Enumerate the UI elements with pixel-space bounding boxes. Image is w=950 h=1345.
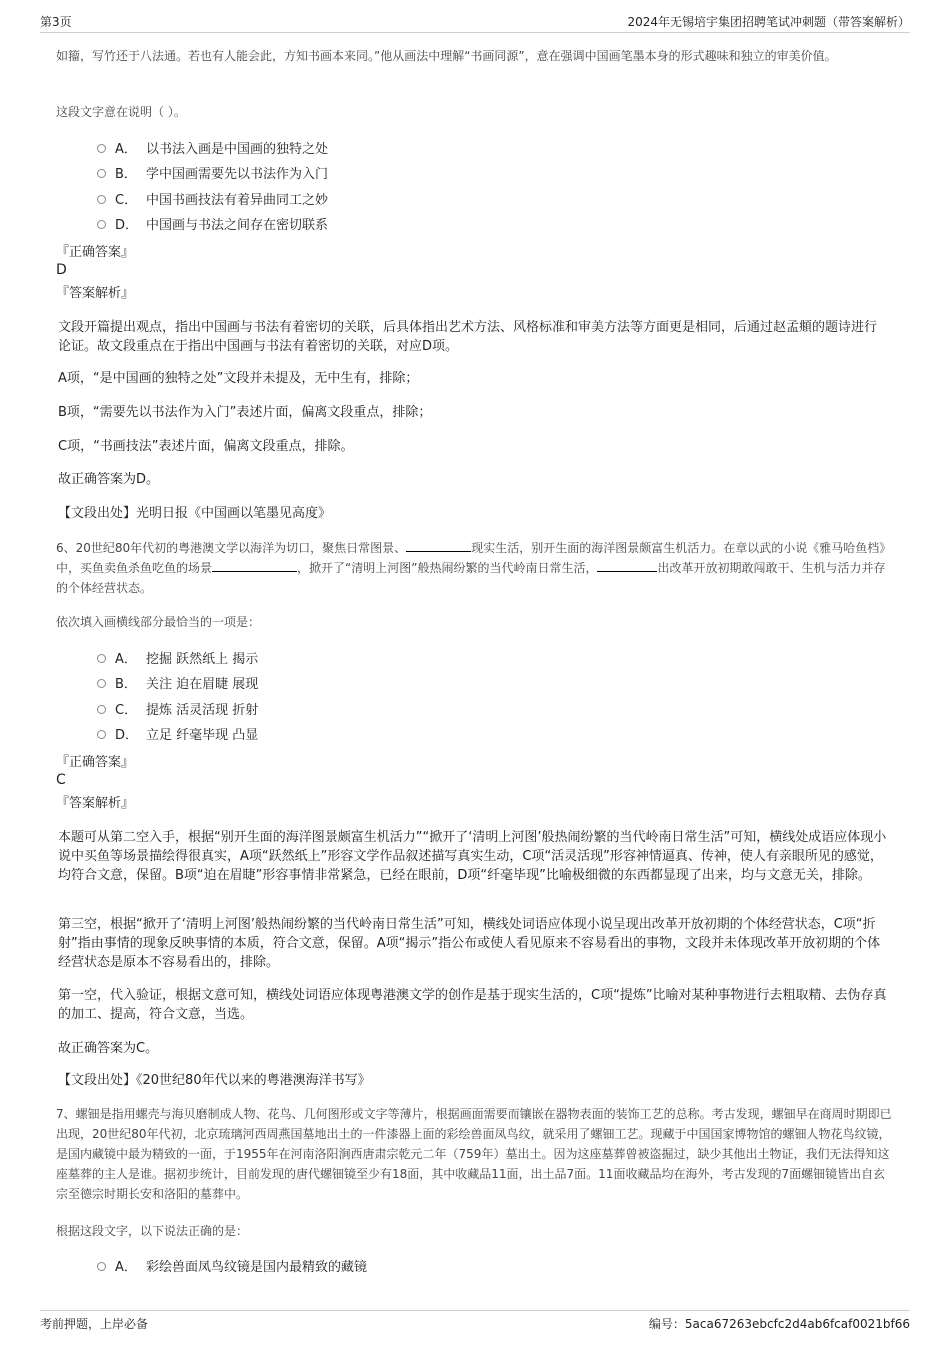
radio-icon[interactable] xyxy=(97,1262,106,1271)
radio-icon[interactable] xyxy=(97,679,106,688)
radio-icon[interactable] xyxy=(97,144,106,153)
q5-analysis-para: 文段开篇提出观点，指出中国画与书法有着密切的关联，后具体指出艺术方法、风格标准和审美方法等方面更是相同，后通过赵孟頫的题诗进行论证。故文段重点在于指出中国画与书法有着密切的关联，对应D项。 xyxy=(58,320,878,354)
q5-analysis-para: B项，“需要先以书法作为入门”表述片面，偏离文段重点，排除； xyxy=(58,405,432,420)
page-footer xyxy=(40,1310,910,1335)
q6-stem: 6、20世纪80年代初的粤港澳文学以海洋为切口，聚焦日常图景、 现实生活，别开生面的海洋图景颇富生机活力。在章以武的小说《雅马哈鱼档》中，买鱼卖鱼杀鱼吃鱼的场景 ，掀开了“清明上河图”般热闹纷繁的当代岭南日常生活， 出改革开放初期敢闯敢干、生机与活力并存的个体经营状态。 xyxy=(56,538,896,598)
q6-analysis-para: 故正确答案为C。 xyxy=(58,1041,159,1056)
fill-blank xyxy=(212,558,297,572)
document-title: 2024年无锡培宇集团招聘笔试冲刺题（带答案解析） xyxy=(627,15,910,29)
page-number: 第3页 xyxy=(40,15,72,29)
q5-analysis-para: C项，“书画技法”表述片面，偏离文段重点，排除。 xyxy=(58,439,354,454)
q5-answer-label: 『正确答案』 xyxy=(56,245,135,260)
q6-analysis-para: 本题可从第二空入手，根据“别开生面的海洋图景颇富生机活力”“掀开了‘清明上河图’般热闹纷繁的当代岭南日常生活”可知，横线处成语应体现小说中买鱼等场景描绘得很真实，A项“跃然纸上”形容文学作品叙述描写真实生动，C项“活灵活现”形容神情逼真、传神，使人有亲眼所见的感觉，均符合文意，保留。B项“迫在眉睫”形容事情非常紧急，已经在眼前，D项“纤毫毕现”比喻极细微的东西都显现了出来，均与文意无关，排除。 xyxy=(58,830,887,883)
q7-option-a[interactable]: A． 彩绘兽面凤鸟纹镜是国内最精致的藏镜 xyxy=(97,1256,367,1276)
q6-option-d[interactable]: D． 立足 纤毫毕现 凸显 xyxy=(97,724,258,744)
radio-icon[interactable] xyxy=(97,169,106,178)
q5-option-b[interactable]: B． 学中国画需要先以书法作为入门 xyxy=(97,163,328,183)
radio-icon[interactable] xyxy=(97,705,106,714)
q6-analysis-label: 『答案解析』 xyxy=(56,796,135,811)
q5-stem-tail: 如籀，写竹还于八法通。若也有人能会此，方知书画本来同。”他从画法中理解“书画同源”，意在强调中国画笔墨本身的形式趣味和独立的审美价值。 xyxy=(56,49,837,63)
page-header xyxy=(40,10,910,33)
q5-analysis-para: 故正确答案为D。 xyxy=(58,472,160,487)
q5-option-d[interactable]: D． 中国画与书法之间存在密切联系 xyxy=(97,214,328,234)
radio-icon[interactable] xyxy=(97,195,106,204)
q5-prompt: 这段文字意在说明（ ）。 xyxy=(56,105,186,119)
radio-icon[interactable] xyxy=(97,654,106,663)
q7-stem: 7、螺钿是指用螺壳与海贝磨制成人物、花鸟、几何图形或文字等薄片，根据画面需要而镶嵌在器物表面的装饰工艺的总称。考古发现，螺钿早在商周时期即已出现，20世纪80年代初，北京琉璃河西周燕国墓地出土的一件漆器上面的彩绘兽面凤鸟纹，就采用了螺钿工艺。现藏于中国国家博物馆的螺钿人物花鸟纹镜，是国内藏镜中最为精致的一面，于1955年在河南洛阳涧西唐肃宗乾元二年（759年）墓出土。因为这座墓葬曾被盗掘过，缺少其他出土物证，我们无法得知这座墓葬的主人是谁。据初步统计，目前发现的唐代螺钿镜至少有18面，其中收藏品11面，出土品7面。11面收藏品均在海外，考古发现的7面螺钿镜皆出自玄宗至德宗时期长安和洛阳的墓葬中。 xyxy=(56,1107,892,1201)
q6-prompt: 依次填入画横线部分最恰当的一项是： xyxy=(56,615,261,629)
q5-analysis-para: A项，“是中国画的独特之处”文段并未提及，无中生有，排除； xyxy=(58,371,419,386)
q6-source: 【文段出处】《20世纪80年代以来的粤港澳海洋书写》 xyxy=(58,1073,371,1088)
fill-blank xyxy=(406,538,471,552)
q6-answer-label: 『正确答案』 xyxy=(56,755,135,770)
radio-icon[interactable] xyxy=(97,730,106,739)
q5-analysis-label: 『答案解析』 xyxy=(56,286,135,301)
document-id: 编号：5aca67263ebcfc2d4ab6fcaf0021bf66 xyxy=(648,1317,910,1331)
footer-slogan: 考前押题，上岸必备 xyxy=(40,1317,149,1331)
q5-answer: D xyxy=(56,262,67,278)
q6-answer: C xyxy=(56,772,66,788)
q6-option-a[interactable]: A． 挖掘 跃然纸上 揭示 xyxy=(97,648,258,668)
q6-analysis-para: 第三空，根据“掀开了‘清明上河图’般热闹纷繁的当代岭南日常生活”可知，横线处词语应体现小说呈现出改革开放初期的个体经营状态，C项“折射”指由事情的现象反映事情的本质，符合文意，保留。A项“揭示”指公布或使人看见原来不容易看出的事物，文段并未体现改革开放初期的个体经营状态是原本不容易看出的，排除。 xyxy=(58,917,881,970)
q6-analysis-para: 第一空，代入验证，根据文意可知，横线处词语应体现粤港澳文学的创作是基于现实生活的，C项“提炼”比喻对某种事物进行去粗取精、去伪存真的加工、提高，符合文意，当选。 xyxy=(58,988,887,1022)
fill-blank xyxy=(597,558,657,572)
q7-prompt: 根据这段文字，以下说法正确的是： xyxy=(56,1224,249,1238)
q6-option-c[interactable]: C． 提炼 活灵活现 折射 xyxy=(97,699,258,719)
radio-icon[interactable] xyxy=(97,220,106,229)
q5-source: 【文段出处】光明日报《中国画以笔墨见高度》 xyxy=(58,506,332,521)
q5-option-c[interactable]: C． 中国书画技法有着异曲同工之妙 xyxy=(97,189,328,209)
q6-option-b[interactable]: B． 关注 迫在眉睫 展现 xyxy=(97,673,258,693)
q5-option-a[interactable]: A． 以书法入画是中国画的独特之处 xyxy=(97,138,328,158)
